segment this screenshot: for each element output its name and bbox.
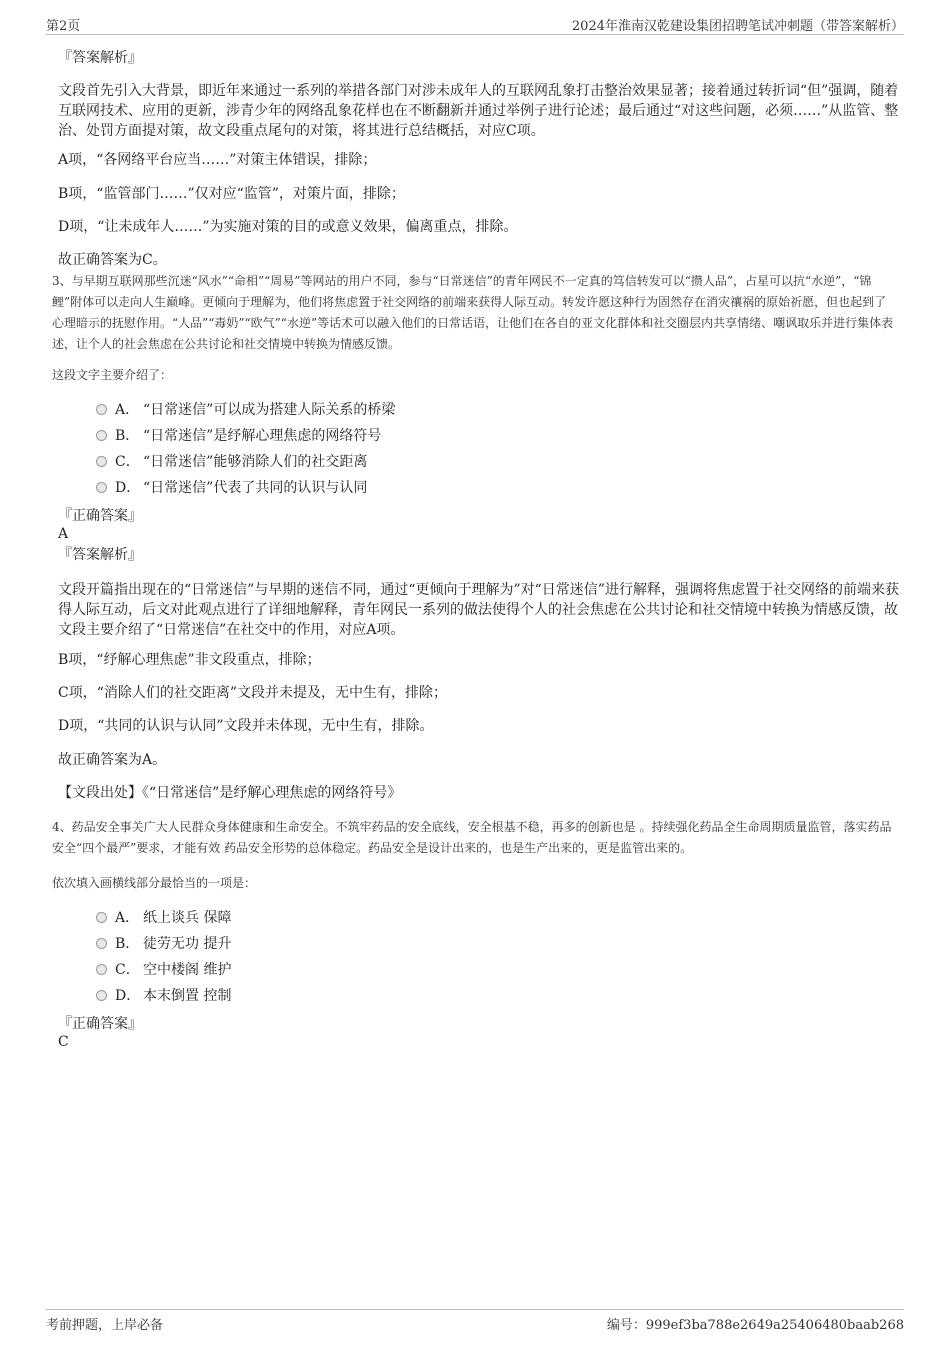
q4-option-a[interactable]: A． 纸上谈兵 保障: [96, 909, 231, 927]
q2-analysis-b: B项，“监管部门……”仅对应“监管”，对策片面，排除；: [58, 186, 405, 202]
q2-conclusion: 故正确答案为C。: [58, 252, 167, 268]
q3-analysis-c: C项，“消除人们的社交距离”文段并未提及，无中生有，排除；: [58, 685, 448, 701]
q3-question: 3、与早期互联网那些沉迷“风水”“命相”“周易”等网站的用户不同，参与“日常迷信”的青年网民不一定真的笃信转发可以“攒人品”，占星可以抗“水逆”，“锦鲤”附体可以走向人生巅峰。更倾向于理解为，他们将焦虑置于社交网络的前端来获得人际互动。转发许愿这种行为固然存在消灾禳祸的原始祈愿，但也起到了心理暗示的抚慰作用。“人品”“毒奶”“欧气”“水逆”等话术可以融入他们的日常话语，让他们在各自的亚文化群体和社交圈层内共享情绪、嘲讽取乐并进行集体表述，让个人的社会焦虑在公共讨论和社交情境中转换为情感反馈。: [52, 274, 894, 351]
page-footer: [46, 1309, 904, 1334]
q4-prompt: 依次填入画横线部分最恰当的一项是：: [52, 876, 257, 890]
q3-analysis-d: D项，“共同的认识与认同”文段并未体现，无中生有，排除。: [58, 718, 434, 734]
document-code: 编号：999ef3ba788e2649a25406480baab268: [606, 1318, 904, 1333]
document-title: 2024年淮南汉乾建设集团招聘笔试冲刺题（带答案解析）: [571, 19, 904, 34]
q4-option-c[interactable]: C． 空中楼阁 维护: [96, 961, 231, 979]
radio-icon[interactable]: [96, 938, 107, 949]
q3-option-a[interactable]: A． “日常迷信”可以成为搭建人际关系的桥梁: [96, 401, 395, 419]
q4-question: 4、药品安全事关广大人民群众身体健康和生命安全。不筑牢药品的安全底线，安全根基不稳，再多的创新也是 。持续强化药品全生命周期质量监管，落实药品安全“四个最严”要求，才能有效 药品安全形势的总体稳定。药品安全是设计出来的，也是生产出来的，更是监管出来的。: [52, 820, 892, 855]
radio-icon[interactable]: [96, 430, 107, 441]
q2-analysis-d: D项，“让未成年人……”为实施对策的目的或意义效果，偏离重点，排除。: [58, 219, 518, 235]
q3-answer: A: [58, 526, 69, 542]
q3-analysis-label: 『答案解析』: [58, 547, 142, 563]
q3-option-d[interactable]: D． “日常迷信”代表了共同的认识与认同: [96, 479, 367, 497]
radio-icon[interactable]: [96, 404, 107, 415]
q4-answer-label: 『正确答案』: [58, 1016, 142, 1032]
page-number: 第2页: [46, 19, 81, 34]
q4-option-b[interactable]: B． 徒劳无功 提升: [96, 935, 231, 953]
radio-icon[interactable]: [96, 482, 107, 493]
radio-icon[interactable]: [96, 912, 107, 923]
q2-analysis-a: A项，“各网络平台应当……”对策主体错误，排除；: [58, 152, 377, 168]
radio-icon[interactable]: [96, 964, 107, 975]
q3-analysis-b: B项，“纾解心理焦虑”非文段重点，排除；: [58, 652, 321, 668]
q3-prompt: 这段文字主要介绍了：: [52, 368, 173, 382]
q4-option-d[interactable]: D． 本末倒置 控制: [96, 987, 231, 1005]
q3-option-b[interactable]: B． “日常迷信”是纾解心理焦虑的网络符号: [96, 427, 381, 445]
page-header: [46, 14, 904, 35]
q2-analysis-label: 『答案解析』: [58, 50, 142, 66]
radio-icon[interactable]: [96, 456, 107, 467]
radio-icon[interactable]: [96, 990, 107, 1001]
footer-slogan: 考前押题，上岸必备: [46, 1318, 164, 1333]
q3-answer-label: 『正确答案』: [58, 508, 142, 524]
q2-analysis-paragraph: 文段首先引入大背景，即近年来通过一系列的举措各部门对涉未成年人的互联网乱象打击整治效果显著；接着通过转折词“但”强调，随着互联网技术、应用的更新，涉青少年的网络乱象花样也在不断翻新并通过举例子进行论述；最后通过“对这些问题，必须……”从监管、整治、处罚方面提对策，故文段重点尾句的对策，将其进行总结概括，对应C项。: [58, 83, 899, 139]
q3-analysis-paragraph: 文段开篇指出现在的“日常迷信”与早期的迷信不同，通过“更倾向于理解为”对“日常迷信”进行解释，强调将焦虑置于社交网络的前端来获得人际互动，后文对此观点进行了详细地解释，青年网民一系列的做法使得个人的社会焦虑在公共讨论和社交情境中转换为情感反馈，故文段主要介绍了“日常迷信”在社交中的作用，对应A项。: [58, 582, 899, 638]
q3-conclusion: 故正确答案为A。: [58, 752, 167, 768]
q3-source: 【文段出处】《“日常迷信”是纾解心理焦虑的网络符号》: [58, 785, 402, 801]
q3-option-c[interactable]: C． “日常迷信”能够消除人们的社交距离: [96, 453, 367, 471]
q4-answer: C: [58, 1034, 69, 1050]
